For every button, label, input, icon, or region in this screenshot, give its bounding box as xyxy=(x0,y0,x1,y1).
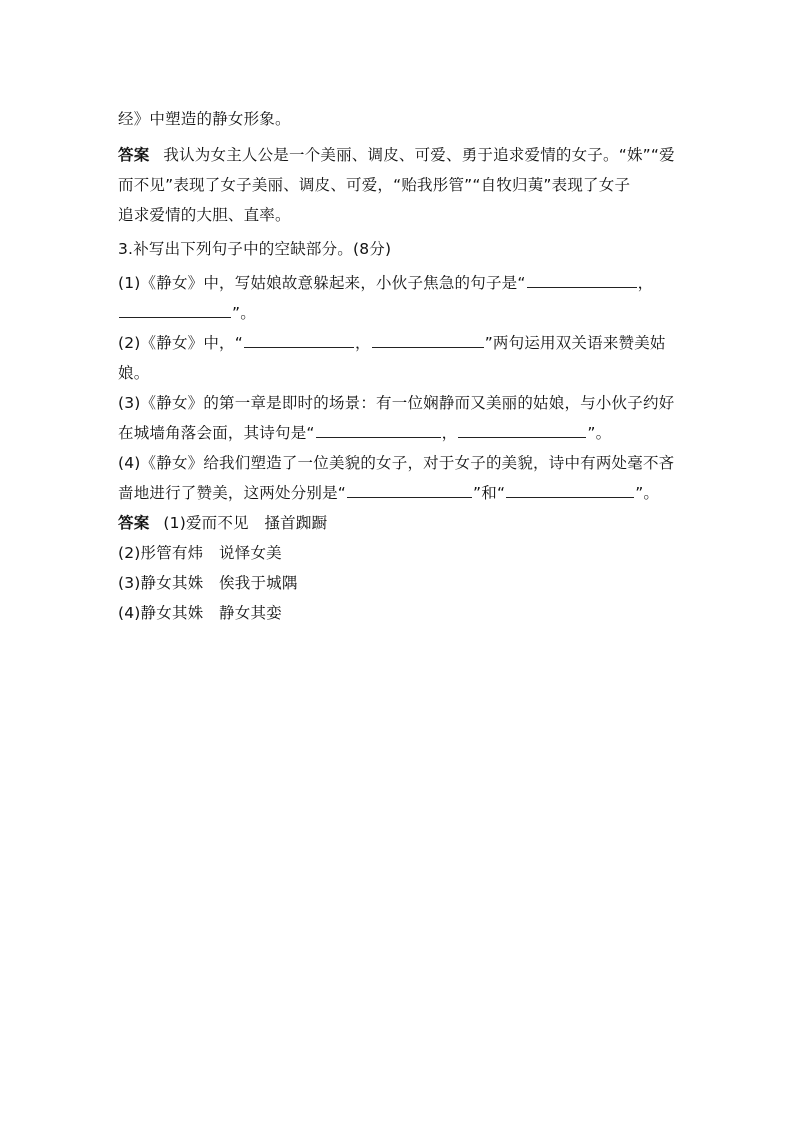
answer-line xyxy=(118,140,690,170)
text-line xyxy=(118,200,690,230)
answer-line xyxy=(118,538,690,568)
question-item-4 xyxy=(118,448,690,478)
text-line xyxy=(118,104,690,134)
fill-blank[interactable] xyxy=(347,479,472,498)
text-segment: 经》中塑造的静女形象。 xyxy=(118,110,291,128)
question-text: ”两句运用双关语来赞美姑 xyxy=(484,334,666,352)
answer-text: (4)静女其姝 静女其娈 xyxy=(118,604,282,622)
punct: ， xyxy=(355,334,371,352)
document-page xyxy=(118,104,690,628)
question-item-3 xyxy=(118,388,690,418)
answer-line xyxy=(118,568,690,598)
answer-line xyxy=(118,508,690,538)
answer-text: (1)爱而不见 搔首踟蹰 xyxy=(163,514,328,532)
question-item-2-cont xyxy=(118,358,690,388)
fill-blank[interactable] xyxy=(119,299,231,318)
answer-text: 我认为女主人公是一个美丽、调皮、可爱、勇于追求爱情的女子。“姝”“爱 xyxy=(163,146,675,164)
question-item-4-cont xyxy=(118,478,690,508)
text-line xyxy=(118,170,690,200)
question-text: 啬地进行了赞美，这两处分别是“ xyxy=(118,484,347,502)
question-title xyxy=(118,234,690,264)
answer-label: 答案 xyxy=(118,514,150,532)
question-text: (2)《静女》中，“ xyxy=(118,334,243,352)
answer-text: 追求爱情的大胆、直率。 xyxy=(118,206,291,224)
punct: ， xyxy=(441,424,458,442)
answer-line xyxy=(118,598,690,628)
question-text: (3)《静女》的第一章是即时的场景：有一位娴静而又美丽的姑娘，与小伙子约好 xyxy=(118,394,675,412)
fill-blank[interactable] xyxy=(244,329,354,348)
fill-blank[interactable] xyxy=(527,269,637,288)
question-item-3-cont xyxy=(118,418,690,448)
fill-blank[interactable] xyxy=(506,479,634,498)
question-text: (4)《静女》给我们塑造了一位美貌的女子，对于女子的美貌，诗中有两处毫不吝 xyxy=(118,454,675,472)
punct: ， xyxy=(637,274,654,292)
question-item-1 xyxy=(118,268,690,298)
punct: ”和“ xyxy=(473,484,506,502)
answer-label: 答案 xyxy=(118,146,150,164)
answer-text: (2)彤管有炜 说怿女美 xyxy=(118,544,282,562)
question-heading: 3.补写出下列句子中的空缺部分。(8分) xyxy=(118,240,392,258)
answer-text: 而不见”表现了女子美丽、调皮、可爱，“贻我彤管”“自牧归荑”表现了女子 xyxy=(118,176,631,194)
fill-blank[interactable] xyxy=(372,329,484,348)
question-text: (1)《静女》中，写姑娘故意躲起来，小伙子焦急的句子是“ xyxy=(118,274,526,292)
punct: ”。 xyxy=(635,484,660,502)
punct: ”。 xyxy=(232,304,256,322)
question-item-2 xyxy=(118,328,690,358)
answer-text: (3)静女其姝 俟我于城隅 xyxy=(118,574,298,592)
fill-blank[interactable] xyxy=(316,419,441,438)
fill-blank[interactable] xyxy=(458,419,586,438)
question-text: 在城墙角落会面，其诗句是“ xyxy=(118,424,315,442)
question-text: 娘。 xyxy=(118,364,150,382)
question-item-1-cont xyxy=(118,298,690,328)
punct: ”。 xyxy=(587,424,612,442)
